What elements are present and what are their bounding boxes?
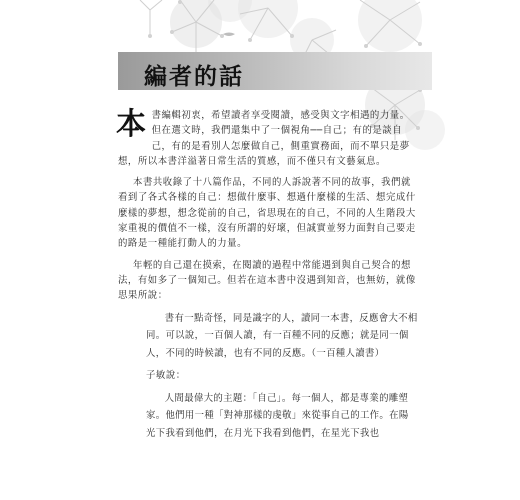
paragraph-3: 年輕的自己還在摸索，在閱讀的過程中常能遇到與自己契合的想法，有如多了一個知己。但若在這本書中沒遇到知音，也無妨，就像思果所說：: [118, 259, 416, 302]
paragraph-1-text: 書編輯初衷，希望讀者享受閱讀，感受與文字相遇的力量。但在選文時，我們還集中了一個視角──自己；有的是談自己，有的是看別人怎麼做自己，側重實務面，而不單只是夢想，所以本書洋溢著日常生活的質感，而不僅只有文藝氣息。: [118, 110, 410, 167]
quote-sigo-text: 書有一點奇怪，同是識字的人，讀同一本書，反應會大不相同。可以說，一百個人讀，有一百種不同的反應；就是同一個人，不同的時候讀，也有不同的反應。（一百種人讀書）: [146, 312, 418, 359]
quote-zimin-text: 人間最偉大的主題：「自己」。每一個人，都是專業的雕塑家。他們用一種「對神那樣的虔敬」來從事自己的工作。在陽光下我看到他們，在月光下我看到他們，在星光下我也: [146, 392, 409, 439]
quote-sigo: [118, 310, 418, 363]
quote-zimin: [118, 390, 418, 443]
quote-attribution: 子敏說：: [146, 370, 186, 382]
drop-cap: 本: [116, 107, 147, 142]
paragraph-2: 本書共收錄了十八篇作品，不同的人訴說著不同的故事，我們就看到了各式各樣的自己：想做什麼事、想過什麼樣的生活、想完成什麼樣的夢想，想念從前的自己，省思現在的自己，不同的人生階段大家重視的價值不一樣，沒有所謂的好壞，但誠實並努力面對自己要走的路是一種能打動人的力量。: [118, 177, 416, 250]
paragraph-1: [118, 108, 418, 169]
page-title: 編者的話: [144, 63, 244, 90]
editor-foreword-body: [118, 108, 418, 442]
